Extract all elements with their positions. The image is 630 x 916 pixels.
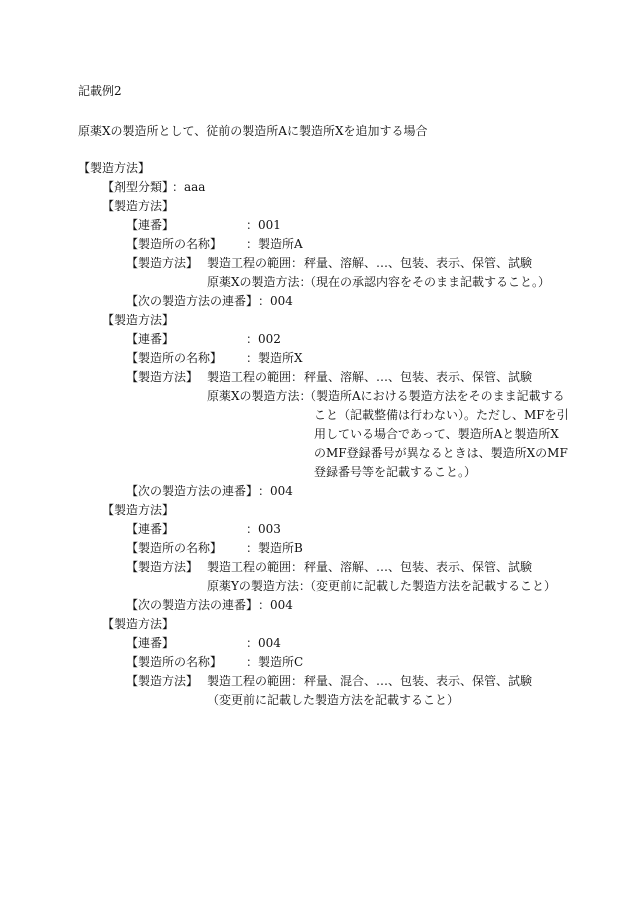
process-range-label: 製造工程の範囲：	[207, 256, 304, 270]
serial-label: 【連番】	[126, 636, 175, 650]
method-line: 用している場合であって、製造所Aと製造所X	[314, 427, 559, 441]
next-serial-label: 【次の製造方法の連番】	[126, 294, 259, 308]
method-heading: 【製造方法】	[102, 199, 175, 213]
site-name-value: ：製造所B	[246, 541, 303, 555]
next-serial-label: 【次の製造方法の連番】	[126, 598, 259, 612]
method-label: 【製造方法】	[126, 560, 199, 574]
next-serial-value: ：004	[258, 294, 293, 308]
method-label: 【製造方法】	[126, 674, 199, 688]
next-serial-value: ：004	[258, 598, 293, 612]
next-serial-label: 【次の製造方法の連番】	[126, 484, 259, 498]
process-range-label: 製造工程の範囲：	[207, 674, 304, 688]
serial-label: 【連番】	[126, 218, 175, 232]
method-line-label: 原薬Yの製造方法：	[207, 579, 311, 593]
method-line: （変更前に記載した製造方法を記載すること）	[304, 579, 557, 593]
serial-value: ：002	[246, 332, 281, 346]
method-label: 【製造方法】	[126, 370, 199, 384]
site-name-label: 【製造所の名称】	[126, 655, 223, 669]
site-name-label: 【製造所の名称】	[126, 237, 223, 251]
method-line: こと（記載整備は行わない）。ただし、MFを引	[314, 408, 569, 422]
method-line-label: 原薬Xの製造方法：	[207, 389, 312, 403]
site-name-label: 【製造所の名称】	[126, 351, 223, 365]
serial-value: ：004	[246, 636, 281, 650]
serial-value: ：001	[246, 218, 281, 232]
process-range-label: 製造工程の範囲：	[207, 560, 304, 574]
method-heading: 【製造方法】	[102, 313, 175, 327]
process-range-value: 秤量、混合、…、包装、表示、保管、試験	[304, 674, 533, 688]
document-subtitle: 原薬Xの製造所として、従前の製造所Aに製造所Xを追加する場合	[78, 124, 428, 138]
method-line: （変更前に記載した製造方法を記載すること）	[207, 693, 460, 707]
method-line: （現在の承認内容をそのまま記載すること。）	[304, 275, 551, 289]
serial-label: 【連番】	[126, 522, 175, 536]
method-heading: 【製造方法】	[102, 503, 175, 517]
document-title: 記載例2	[78, 84, 122, 98]
method-label: 【製造方法】	[126, 256, 199, 270]
method-line: 登録番号等を記載すること。）	[314, 465, 477, 479]
section-heading: 【製造方法】	[78, 161, 151, 175]
site-name-value: ：製造所C	[246, 655, 304, 669]
process-range-value: 秤量、溶解、…、包装、表示、保管、試験	[304, 370, 533, 384]
next-serial-value: ：004	[258, 484, 293, 498]
site-name-value: ：製造所X	[246, 351, 303, 365]
serial-label: 【連番】	[126, 332, 175, 346]
dosage-form-label: 【剤型分類】	[102, 180, 175, 194]
process-range-value: 秤量、溶解、…、包装、表示、保管、試験	[304, 560, 533, 574]
site-name-value: ：製造所A	[246, 237, 303, 251]
method-line: のMF登録番号が異なるときは、製造所XのMF	[314, 446, 568, 460]
method-heading: 【製造方法】	[102, 617, 175, 631]
method-line-label: 原薬Xの製造方法：	[207, 275, 312, 289]
site-name-label: 【製造所の名称】	[126, 541, 223, 555]
serial-value: ：003	[246, 522, 281, 536]
method-line: （製造所Aにおける製造方法をそのまま記載する	[304, 389, 565, 403]
dosage-form-value: ：aaa	[172, 180, 206, 194]
process-range-value: 秤量、溶解、…、包装、表示、保管、試験	[304, 256, 533, 270]
process-range-label: 製造工程の範囲：	[207, 370, 304, 384]
